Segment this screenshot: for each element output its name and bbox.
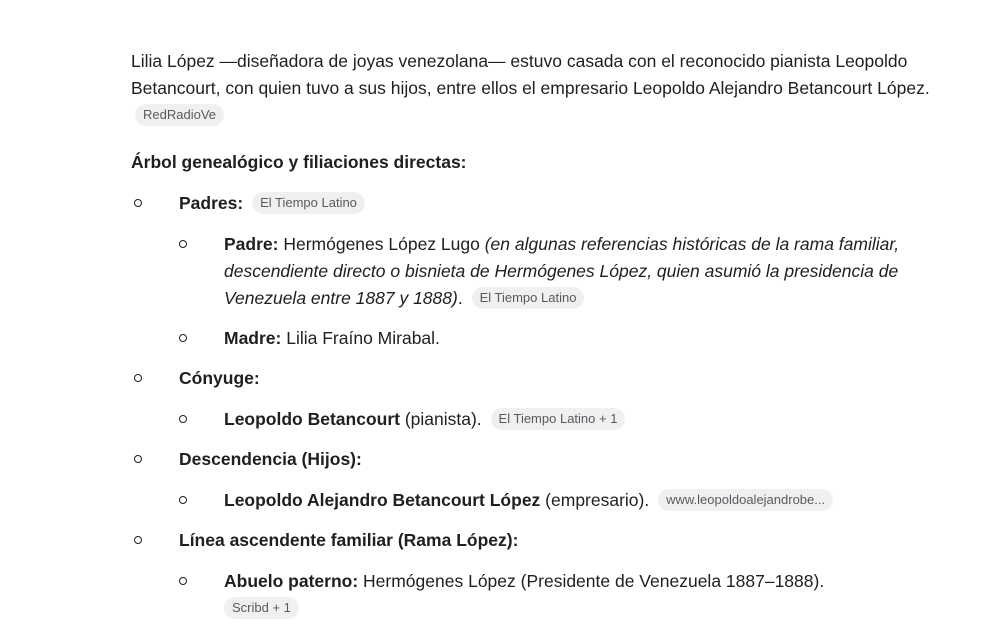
item-text: (pianista).	[399, 409, 482, 429]
sublist	[179, 406, 931, 433]
item-text: Lilia Fraíno Mirabal.	[281, 328, 440, 348]
bullet-icon	[179, 240, 187, 248]
section-label: Cónyuge:	[179, 368, 260, 388]
bullet-icon	[134, 374, 142, 382]
list-item-padres	[131, 190, 931, 352]
item-label: Madre:	[224, 328, 282, 348]
source-chip[interactable]: Scribd + 1	[224, 597, 299, 619]
item-text: Hermógenes López (Presidente de Venezuela 1887–1888).	[358, 571, 825, 591]
list-item-madre	[179, 325, 931, 352]
item-note: (en algunas referencias históricas de la rama familiar, descendiente directo o bisnieta de Hermógenes López, quien asumió la presidencia de Venezuela entre 1887 y 1888)	[224, 234, 900, 308]
list-item-leopoldo	[179, 406, 931, 433]
intro-text: Lilia López —diseñadora de joyas venezolana— estuvo casada con el reconocido pianista Leopoldo Betancourt, con quien tuvo a sus hijos, entre ellos el empresario Leopoldo Alejandro Betancourt López.	[131, 51, 930, 98]
item-text: (empresario).	[540, 490, 650, 510]
section-label: Descendencia (Hijos):	[179, 449, 362, 469]
source-chip[interactable]: El Tiempo Latino	[472, 287, 585, 309]
item-label: Leopoldo Alejandro Betancourt López	[224, 490, 541, 510]
bullet-icon	[134, 455, 142, 463]
list-item-descendencia	[131, 446, 931, 514]
sublist	[179, 487, 931, 514]
response-content	[131, 48, 931, 622]
list-item-abuelo	[179, 568, 931, 622]
item-label: Padre:	[224, 234, 279, 254]
item-label: Leopoldo Betancourt	[224, 409, 400, 429]
bullet-icon	[179, 415, 187, 423]
item-after: .	[457, 288, 463, 308]
source-chip[interactable]: El Tiempo Latino + 1	[491, 408, 626, 430]
source-chip-redradiove[interactable]: RedRadioVe	[135, 104, 224, 126]
bullet-icon	[134, 536, 142, 544]
bullet-icon	[179, 577, 187, 585]
bullet-icon	[179, 496, 187, 504]
section-label: Línea ascendente familiar (Rama López):	[179, 530, 519, 550]
list-item-hijo	[179, 487, 931, 514]
item-text: Hermógenes López Lugo	[278, 234, 485, 254]
genealogy-list	[131, 190, 931, 622]
list-item-conyuge	[131, 365, 931, 433]
item-label: Abuelo paterno:	[224, 571, 359, 591]
source-chip[interactable]: www.leopoldoalejandrobe...	[658, 489, 833, 511]
bullet-icon	[179, 334, 187, 342]
section-label: Padres:	[179, 193, 244, 213]
sublist	[179, 231, 931, 352]
list-item-padre	[179, 231, 931, 312]
bullet-icon	[134, 199, 142, 207]
intro-paragraph	[131, 48, 931, 129]
list-item-linea-ascendente	[131, 527, 931, 622]
source-chip[interactable]: El Tiempo Latino	[252, 192, 365, 214]
sublist	[179, 568, 931, 622]
section-heading: Árbol genealógico y filiaciones directas:	[131, 152, 467, 172]
